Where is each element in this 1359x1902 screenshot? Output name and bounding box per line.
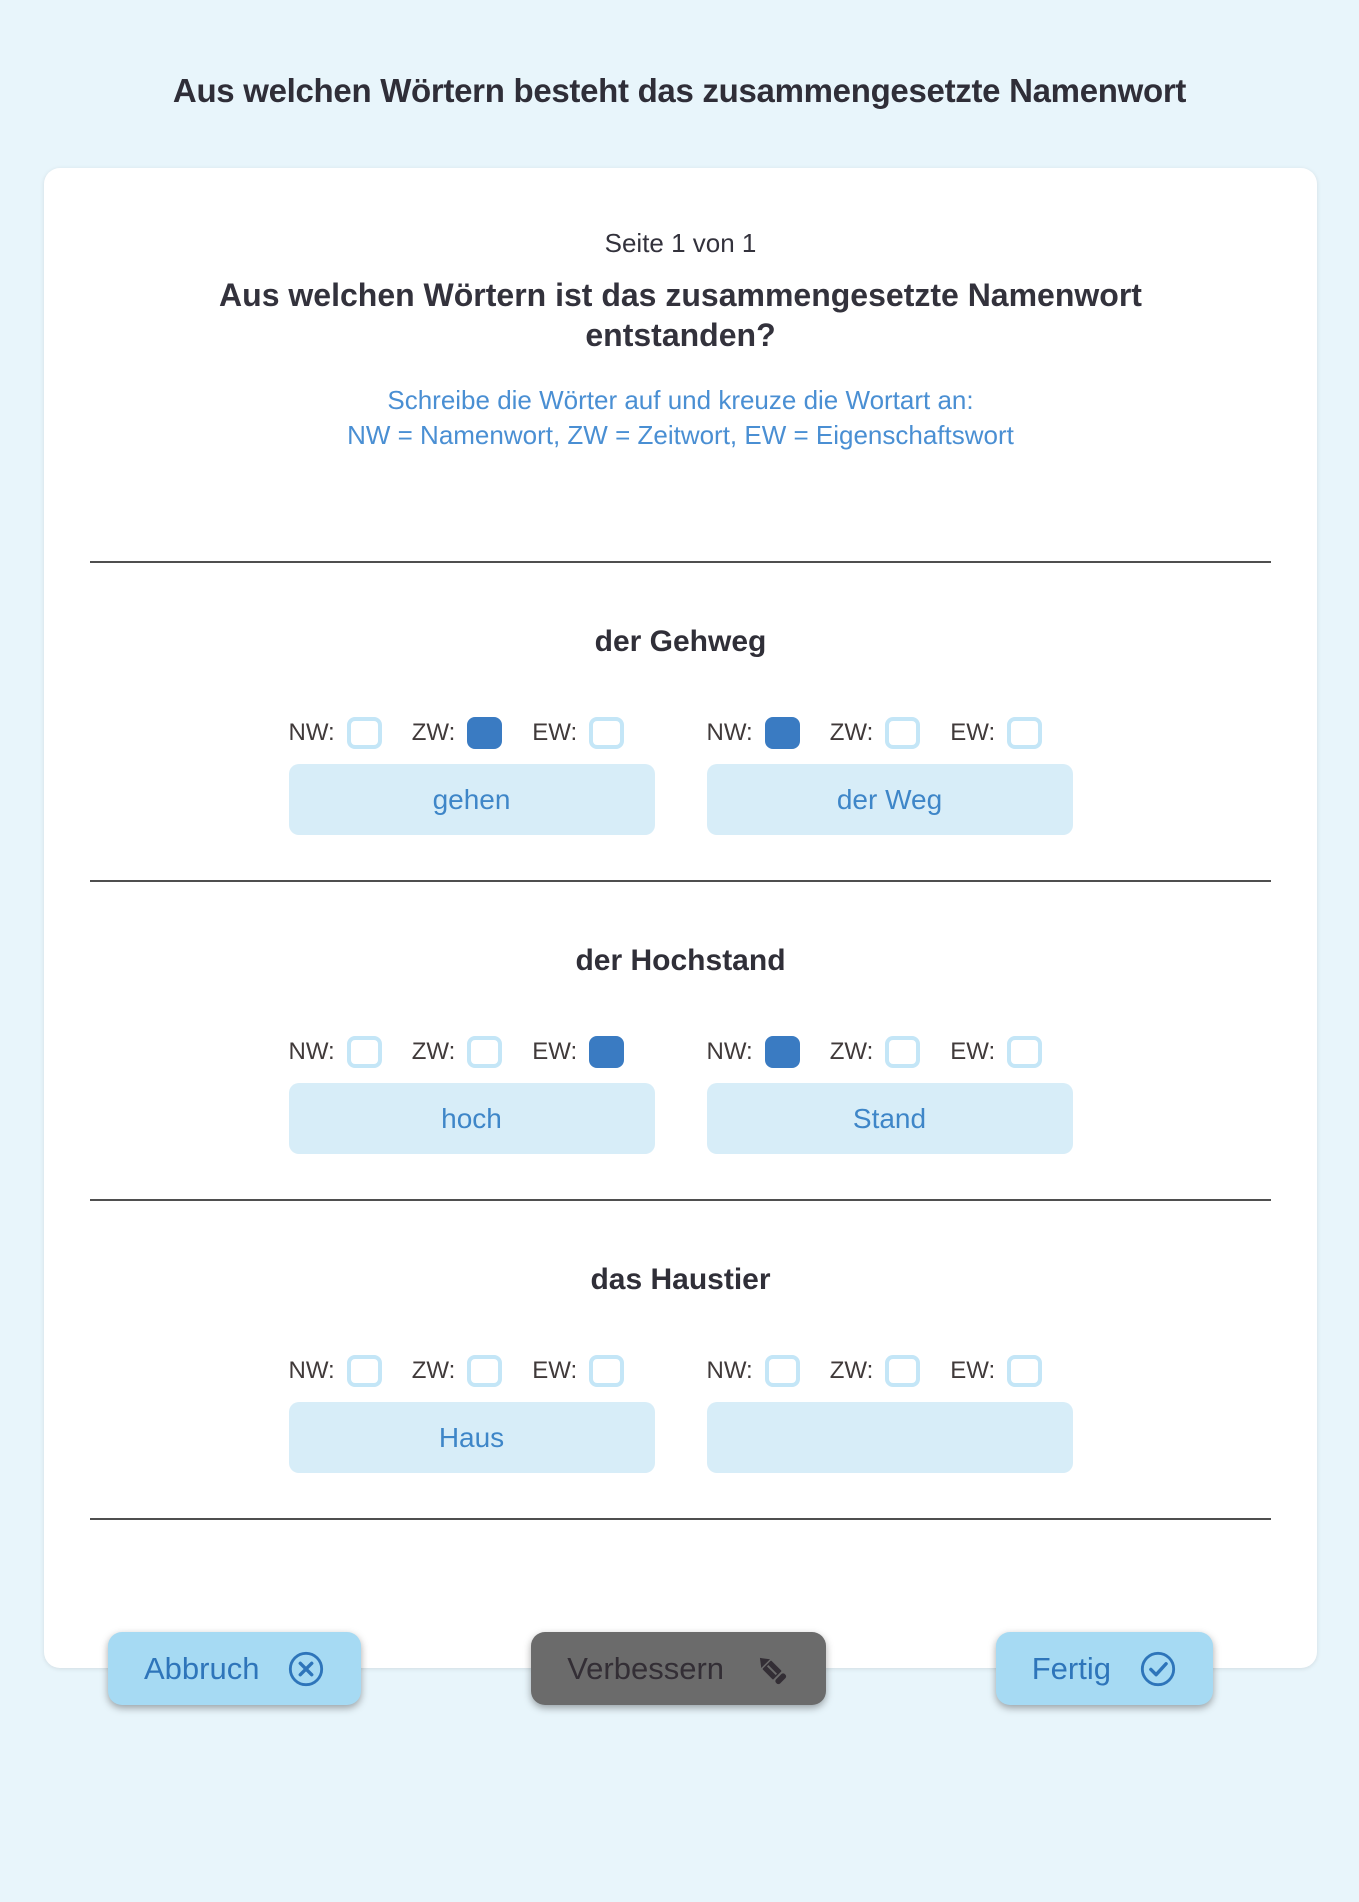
wordtype-checkbox-ew[interactable] [1007, 1036, 1042, 1068]
wordtype-label-ew: EW: [532, 1357, 578, 1385]
wordtype-checks-row [289, 717, 1073, 749]
wordtype-checks-row [289, 1036, 1073, 1068]
wordtype-checkbox-nw[interactable] [347, 1355, 382, 1387]
instructions-line1: Schreibe die Wörter auf und kreuze die Wortart an: [387, 385, 974, 415]
wordtype-checkbox-nw[interactable] [765, 1036, 800, 1068]
word-fields-row [289, 1402, 1073, 1473]
wordtype-checkbox-nw[interactable] [347, 717, 382, 749]
abort-button-label: Abbruch [144, 1650, 260, 1686]
compound-word-title: der Hochstand [575, 944, 786, 978]
wordtype-check-group [289, 717, 655, 749]
wordtype-checkbox-zw[interactable] [467, 717, 502, 749]
wordtype-checkbox-zw[interactable] [885, 1355, 920, 1387]
wordtype-label-nw: NW: [288, 719, 335, 747]
word-input[interactable] [707, 764, 1073, 835]
wordtype-checkbox-nw[interactable] [347, 1036, 382, 1068]
wordtype-label-ew: EW: [532, 1038, 578, 1066]
compound-word-title: der Gehweg [594, 625, 767, 659]
done-button-label: Fertig [1031, 1650, 1111, 1686]
wordtype-checkbox-zw[interactable] [885, 717, 920, 749]
sections-container [44, 561, 1317, 1520]
word-input[interactable] [289, 1402, 655, 1473]
word-fields-row [289, 1083, 1073, 1154]
wordtype-checkbox-ew[interactable] [589, 1036, 624, 1068]
page-title: Aus welchen Wörtern besteht das zusammengesetzte Namenwort [172, 72, 1187, 109]
footer-actions [44, 1632, 1317, 1705]
wordtype-check-group [289, 1036, 655, 1068]
wordtype-label-nw: NW: [706, 719, 753, 747]
instructions [44, 383, 1317, 453]
wordtype-checkbox-ew[interactable] [1007, 1355, 1042, 1387]
wordtype-checkbox-ew[interactable] [1007, 717, 1042, 749]
pencil-icon [752, 1650, 790, 1688]
word-input[interactable] [289, 764, 655, 835]
wordtype-check-group [289, 1355, 655, 1387]
question-section [44, 880, 1317, 1199]
wordtype-checkbox-ew[interactable] [589, 717, 624, 749]
wordtype-label-zw: ZW: [411, 719, 456, 747]
wordtype-label-zw: ZW: [411, 1357, 456, 1385]
wordtype-checks-row [289, 1355, 1073, 1387]
wordtype-check-group [707, 1036, 1073, 1068]
question-section [44, 1199, 1317, 1518]
word-input[interactable] [289, 1083, 655, 1154]
wordtype-check-group [707, 1355, 1073, 1387]
question-section [44, 561, 1317, 880]
wordtype-label-zw: ZW: [829, 719, 874, 747]
wordtype-label-ew: EW: [950, 1038, 996, 1066]
wordtype-label-zw: ZW: [829, 1038, 874, 1066]
wordtype-checkbox-zw[interactable] [467, 1036, 502, 1068]
word-input[interactable] [707, 1402, 1073, 1473]
wordtype-label-zw: ZW: [829, 1357, 874, 1385]
wordtype-label-ew: EW: [950, 1357, 996, 1385]
improve-button-label: Verbessern [567, 1650, 725, 1686]
wordtype-label-nw: NW: [706, 1038, 753, 1066]
wordtype-checkbox-ew[interactable] [589, 1355, 624, 1387]
wordtype-checkbox-zw[interactable] [885, 1036, 920, 1068]
wordtype-label-zw: ZW: [411, 1038, 456, 1066]
wordtype-label-nw: NW: [288, 1038, 335, 1066]
question-heading: Aus welchen Wörtern ist das zusammengesetzte Namenwort entstanden? [219, 277, 1142, 353]
page-indicator: Seite 1 von 1 [604, 228, 757, 258]
wordtype-label-nw: NW: [288, 1357, 335, 1385]
wordtype-checkbox-zw[interactable] [467, 1355, 502, 1387]
improve-button[interactable] [531, 1632, 826, 1705]
word-fields-row [289, 764, 1073, 835]
quiz-card [44, 168, 1317, 1686]
abort-button[interactable] [108, 1632, 361, 1705]
compound-word-title: das Haustier [590, 1263, 771, 1297]
check-circle-icon [1139, 1650, 1177, 1688]
cancel-circle-icon [287, 1650, 325, 1688]
wordtype-label-nw: NW: [706, 1357, 753, 1385]
wordtype-checkbox-nw[interactable] [765, 717, 800, 749]
wordtype-check-group [707, 717, 1073, 749]
section-divider [90, 880, 1271, 882]
section-divider [90, 1199, 1271, 1201]
wordtype-label-ew: EW: [532, 719, 578, 747]
section-divider [90, 1518, 1271, 1520]
wordtype-checkbox-nw[interactable] [765, 1355, 800, 1387]
wordtype-label-ew: EW: [950, 719, 996, 747]
section-divider [90, 561, 1271, 563]
instructions-line2: NW = Namenwort, ZW = Zeitwort, EW = Eigenschaftswort [347, 420, 1014, 451]
done-button[interactable] [996, 1632, 1213, 1705]
word-input[interactable] [707, 1083, 1073, 1154]
